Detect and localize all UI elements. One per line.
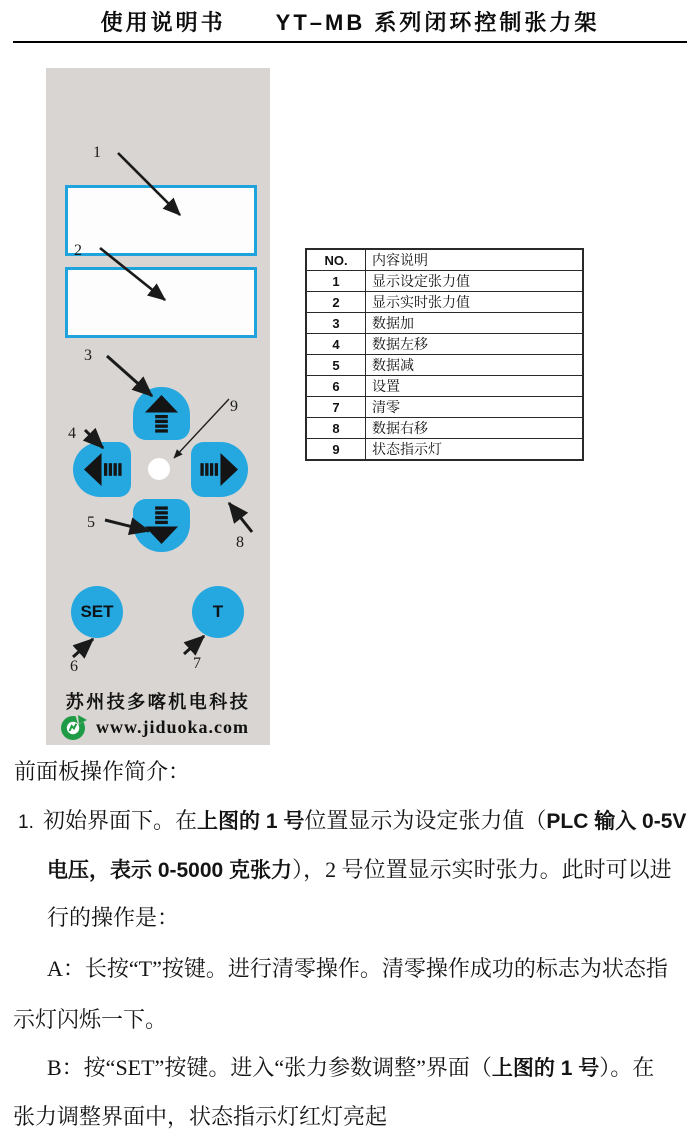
body-itemA-line2: 示灯闪烁一下。 <box>13 1007 168 1032</box>
title-divider <box>13 41 687 43</box>
row-desc: 显示实时张力值 <box>366 292 584 313</box>
row-desc: 设置 <box>366 376 584 397</box>
row-no: 6 <box>306 376 366 397</box>
body-itemA-line1: A：长按“T”按键。进行清零操作。清零操作成功的标志为状态指 <box>47 956 668 981</box>
table-row <box>306 334 583 355</box>
row-no: 9 <box>306 439 366 461</box>
callout-arrow-8 <box>229 503 252 532</box>
display-realtime-tension <box>65 267 257 338</box>
page-title: 使用说明书 YT–MB 系列闭环控制张力架 <box>100 10 600 35</box>
row-no: 1 <box>306 271 366 292</box>
display-set-tension <box>65 185 257 256</box>
list-number: 1. <box>18 812 34 833</box>
table-row <box>306 397 583 418</box>
down-arrow-icon <box>143 505 180 546</box>
callout-label-2: 2 <box>74 242 82 259</box>
row-desc: 数据加 <box>366 313 584 334</box>
text-segment-bold: PLC 输入 0-5V <box>546 810 687 833</box>
row-no: 2 <box>306 292 366 313</box>
tare-button[interactable] <box>192 586 244 638</box>
row-desc: 数据右移 <box>366 418 584 439</box>
text-segment-bold: 电压，表示 0-5000 克张力 <box>47 859 293 882</box>
text-segment: ）。在 <box>599 1055 655 1080</box>
tare-button-label: T <box>212 602 224 621</box>
table-header-no: NO. <box>306 249 366 271</box>
callout-label-1: 1 <box>93 144 101 161</box>
table-row <box>306 355 583 376</box>
jiduoka-logo-icon <box>58 713 88 741</box>
text-segment: 初始界面下。在 <box>43 808 198 833</box>
data-shift-right-button[interactable] <box>191 442 248 497</box>
row-desc: 数据减 <box>366 355 584 376</box>
row-desc: 显示设定张力值 <box>366 271 584 292</box>
text-segment: 位置显示为设定张力值（ <box>304 808 547 833</box>
body-itemB-line1 <box>47 1053 654 1084</box>
left-arrow-icon <box>82 451 123 488</box>
row-no: 5 <box>306 355 366 376</box>
row-no: 3 <box>306 313 366 334</box>
device-front-panel <box>46 68 270 745</box>
website-text: www.jiduoka.com <box>96 716 250 737</box>
data-shift-left-button[interactable] <box>73 442 131 497</box>
callout-label-4: 4 <box>68 425 76 442</box>
table-row <box>306 439 583 461</box>
text-segment-bold: 上图的 1 号 <box>491 1057 600 1080</box>
callout-arrow-3 <box>107 356 152 396</box>
table-row <box>306 376 583 397</box>
data-increase-button[interactable] <box>133 387 190 440</box>
body-item1-line1 <box>18 806 686 838</box>
company-name: 苏州技多喀机电科技 <box>65 692 251 712</box>
data-decrease-button[interactable] <box>133 499 190 552</box>
table-row <box>306 292 583 313</box>
text-segment: ），2 号位置显示实时张力。此时可以进 <box>292 857 672 882</box>
body-item1-line2 <box>47 855 672 886</box>
body-itemB-line2: 张力调整界面中，状态指示灯红灯亮起 <box>13 1104 388 1129</box>
callout-label-7: 7 <box>193 655 201 672</box>
table-row <box>306 271 583 292</box>
set-button-label: SET <box>80 602 114 621</box>
up-arrow-icon <box>143 393 180 434</box>
row-desc: 状态指示灯 <box>366 439 584 461</box>
table-header-row <box>306 249 583 271</box>
right-arrow-icon <box>199 451 240 488</box>
row-no: 8 <box>306 418 366 439</box>
callout-label-8: 8 <box>236 534 244 551</box>
set-button[interactable] <box>71 586 123 638</box>
section-heading: 前面板操作简介： <box>14 759 191 784</box>
text-segment-bold: 上图的 1 号 <box>197 810 305 833</box>
callout-arrow-6 <box>73 639 93 657</box>
callout-label-5: 5 <box>87 514 95 531</box>
row-desc: 清零 <box>366 397 584 418</box>
brand-row <box>58 713 249 741</box>
row-no: 7 <box>306 397 366 418</box>
text-segment: B：按“SET”按键。进入“张力参数调整”界面（ <box>47 1055 492 1080</box>
function-table <box>305 248 584 461</box>
callout-arrow-7 <box>184 636 204 654</box>
row-no: 4 <box>306 334 366 355</box>
status-indicator-light <box>148 458 170 480</box>
callout-label-9: 9 <box>230 398 238 415</box>
table-header-desc: 内容说明 <box>366 249 584 271</box>
table-row <box>306 418 583 439</box>
table-row <box>306 313 583 334</box>
callout-label-6: 6 <box>70 658 78 675</box>
callout-label-3: 3 <box>84 347 92 364</box>
body-item1-line3: 行的操作是： <box>47 905 180 930</box>
row-desc: 数据左移 <box>366 334 584 355</box>
